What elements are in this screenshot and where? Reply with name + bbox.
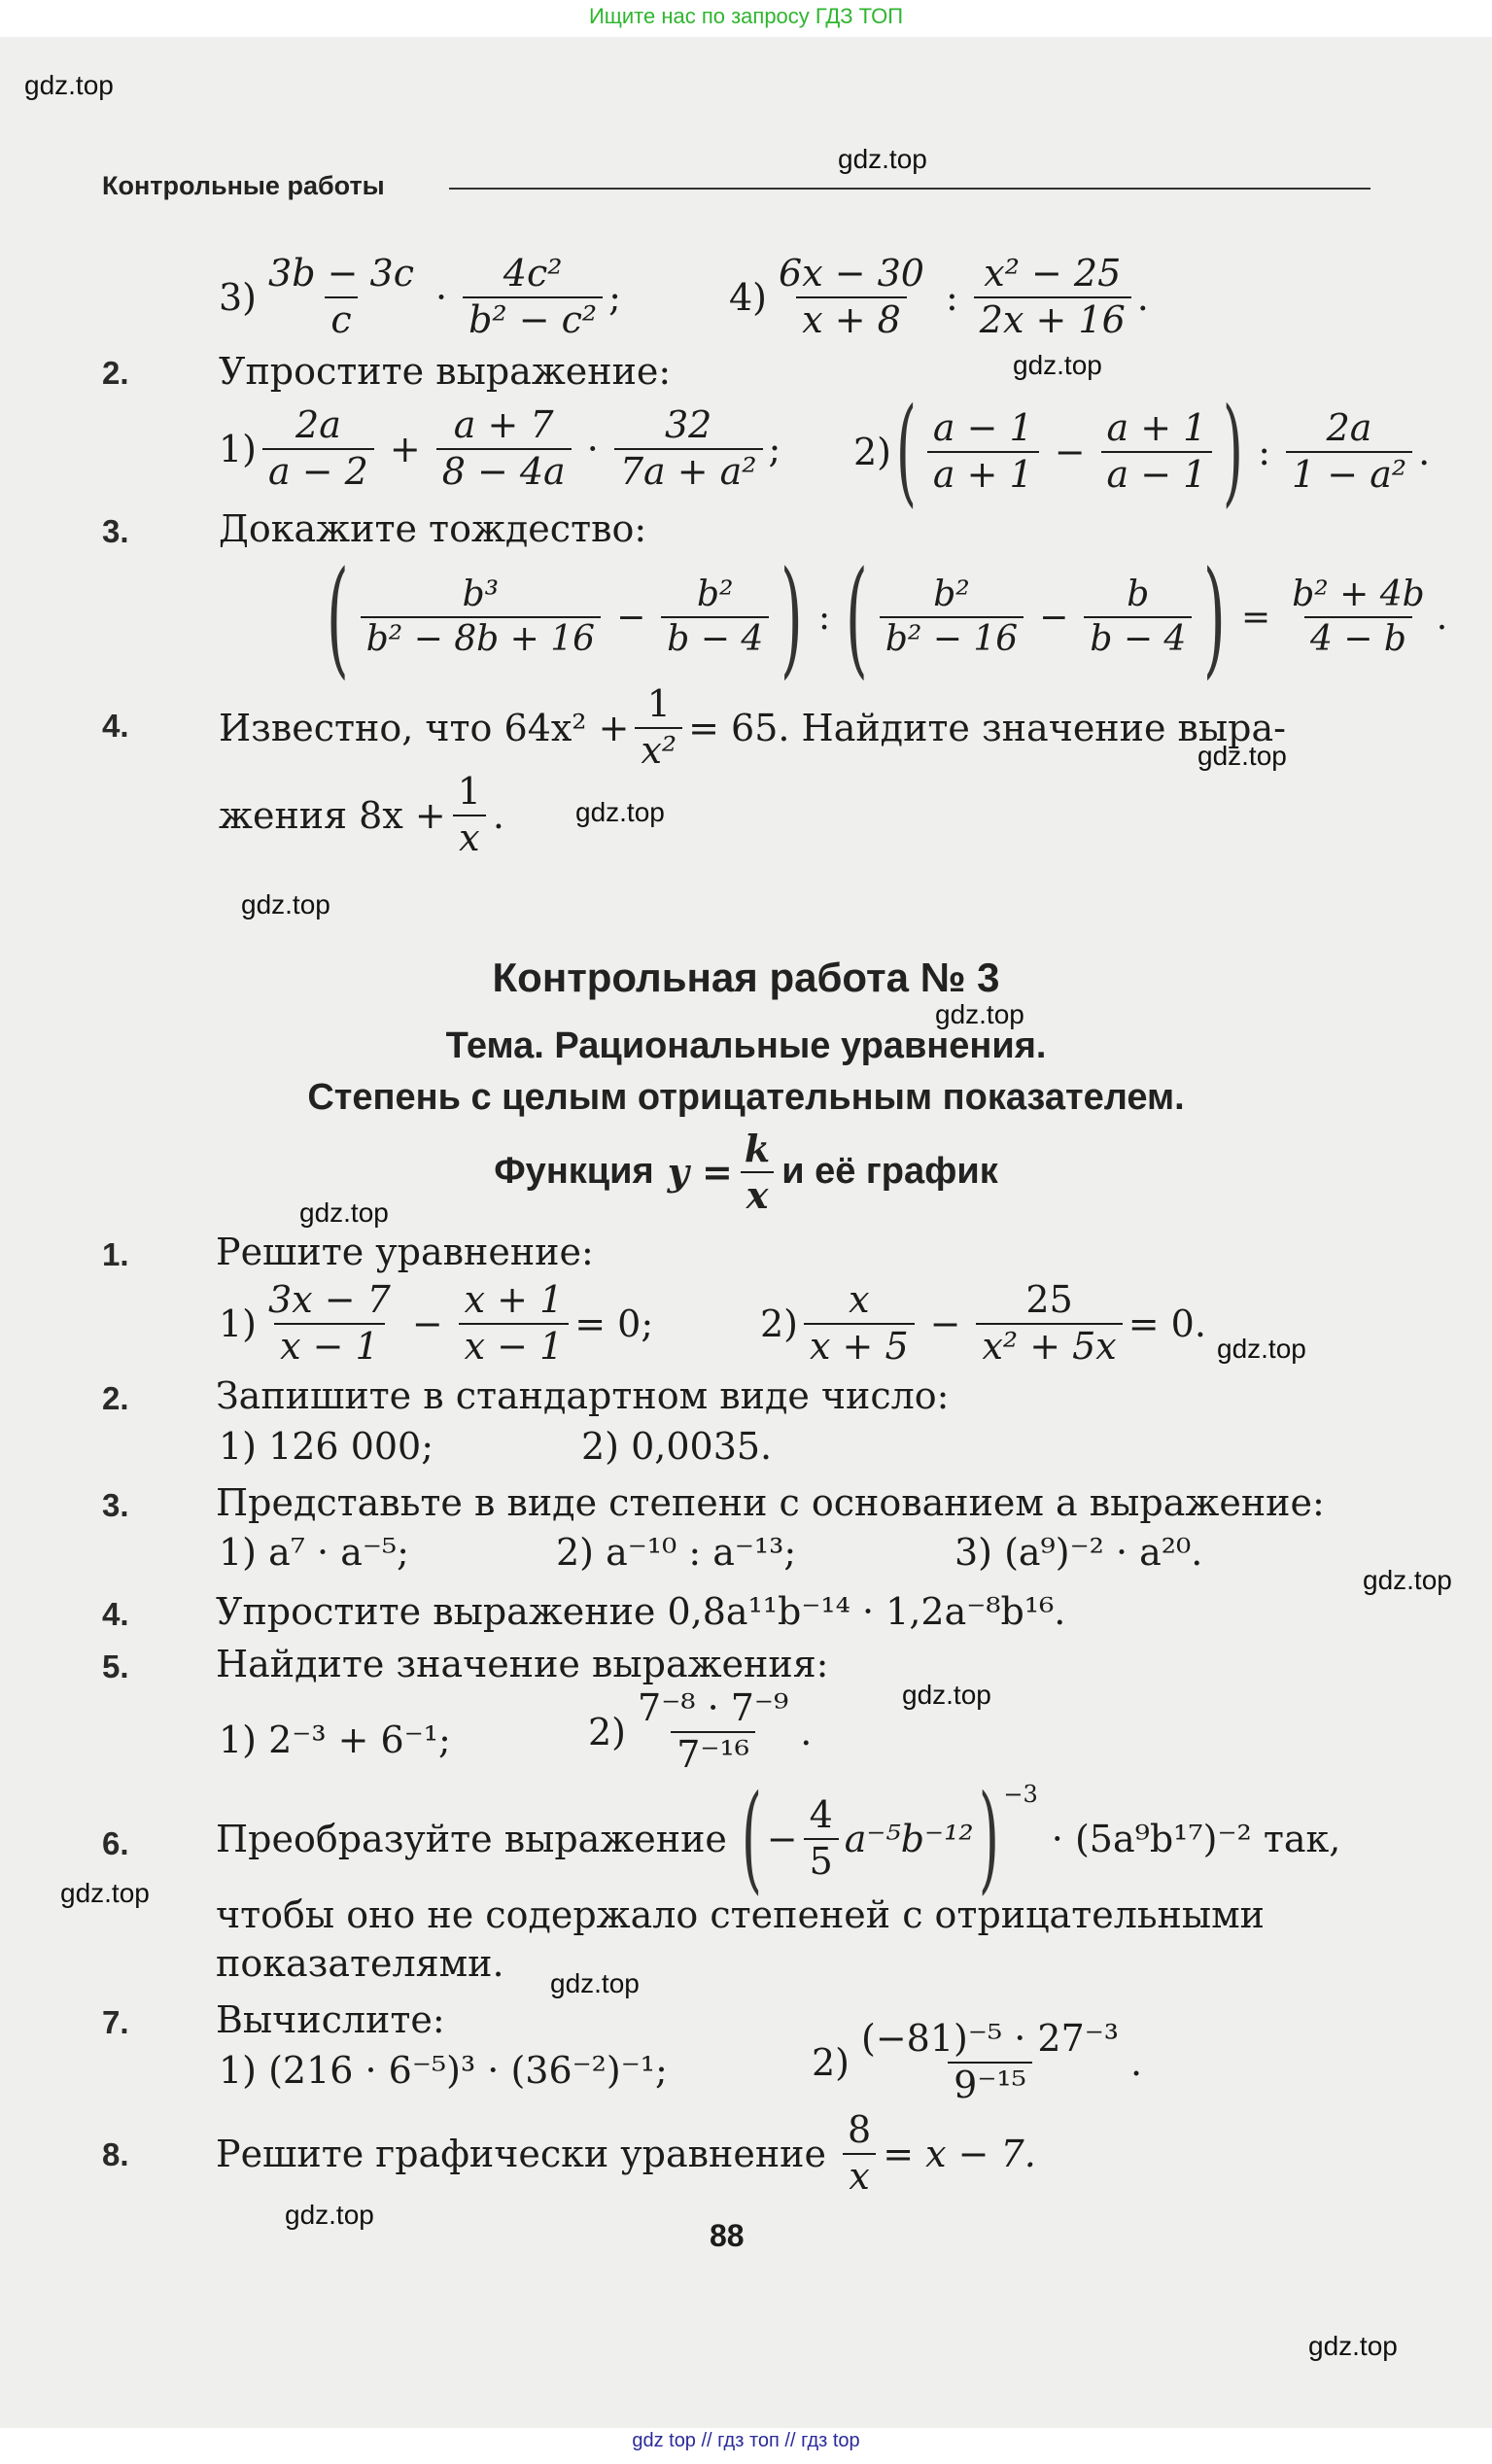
test3-task6-line1: Преобразуйте выражение ( − $\frac{4}{5}$ a⁻⁵b⁻¹² ) −3 · (5a⁹b¹⁷)⁻² так, <box>216 1771 1341 1906</box>
watermark: gdz.top <box>838 144 927 174</box>
item: 2) 0,0035. <box>581 1425 773 1468</box>
prev-task1-item3: 3) $\frac{3b - 3c}{c}$ · $\frac{\text{4c²}}{\text{b² − c²}}$ ; <box>219 252 621 341</box>
page-number: 88 <box>710 2218 745 2253</box>
fraction: $\frac{3b - 3c}{c}$ <box>268 252 414 341</box>
prev-task2-item2: 2) ( $\frac{a - 1}{a + 1}$ − $\frac{a + 1}{a - 1}$ ) : $\frac{2a}{\text{1 − a²}}$ . <box>853 384 1431 519</box>
watermark: gdz.top <box>1197 741 1287 771</box>
watermark: gdz.top <box>241 889 330 920</box>
item: 2) a⁻¹⁰ : a⁻¹³; <box>556 1531 797 1574</box>
test-topic-line3: Функция y = $\frac{k}{x}$ и её график <box>494 1127 998 1217</box>
task-text: Найдите значение выражения: <box>216 1643 829 1685</box>
prev-task2-item1: 1) $\frac{2a}{a - 2}$ + $\frac{a + 7}{8 - 4a}$ · $\frac{32}{\text{7a + a²}}$ ; <box>219 403 781 493</box>
watermark: gdz.top <box>575 797 665 827</box>
task-number: 4. <box>102 1596 129 1632</box>
task-number: 3. <box>102 513 129 549</box>
task-text: Представьте в виде степени с основанием a выражение: <box>216 1481 1325 1524</box>
fraction: $\frac{\text{x² − 25}}{2x + 16}$ <box>974 255 1131 340</box>
header-rule <box>449 188 1371 190</box>
task-text: Решите уравнение: <box>216 1231 594 1273</box>
test-topic-line2: Степень с целым отрицательным показателем. <box>307 1077 1185 1118</box>
test3-task8: Решите графически уравнение $\frac{8}{x}$ = x − 7. <box>216 2108 1036 2198</box>
task-text: Упростите выражение: <box>219 350 672 393</box>
test3-task1-item1: 1) $\frac{3x - 7}{x - 1}$ − $\frac{x + 1}{x - 1}$ = 0; <box>219 1278 654 1368</box>
prev-task4-line2: жения 8x + $\frac{1}{x}$ . <box>219 770 504 859</box>
prev-task4-line1: Известно, что 64x² + $\frac{1}{\text{x²}}$ = 65. Найдите значение выра- <box>219 682 1286 772</box>
task-number: 7. <box>102 2004 129 2040</box>
fraction: $\frac{\text{4c²}}{\text{b² − c²}}$ <box>463 255 603 340</box>
watermark: gdz.top <box>902 1680 991 1710</box>
task-number: 2. <box>102 355 129 391</box>
watermark: gdz.top <box>1013 350 1102 380</box>
watermark: gdz.top <box>550 1968 640 1998</box>
item: 1) 2⁻³ + 6⁻¹; <box>219 1718 451 1761</box>
task-text: чтобы оно не содержало степеней с отрицательными <box>216 1893 1265 1936</box>
watermark: gdz.top <box>1308 2331 1398 2361</box>
watermark: gdz.top <box>1363 1565 1452 1595</box>
item: 1) (216 · 6⁻⁵)³ · (36⁻²)⁻¹; <box>219 2049 668 2092</box>
watermark: gdz.top <box>1217 1334 1306 1364</box>
task-text: Запишите в стандартном виде число: <box>216 1374 950 1417</box>
test-topic-line1: Тема. Рациональные уравнения. <box>445 1025 1047 1066</box>
bottom-banner[interactable]: gdz top // гдз топ // гдз top <box>632 2430 860 2451</box>
task-number: 5. <box>102 1648 129 1684</box>
task-number: 8. <box>102 2136 129 2172</box>
watermark: gdz.top <box>299 1197 389 1228</box>
task-text: Упростите выражение 0,8a¹¹b⁻¹⁴ · 1,2a⁻⁸b¹⁶. <box>216 1590 1066 1633</box>
task-number: 2. <box>102 1380 129 1416</box>
task-number: 3. <box>102 1487 129 1523</box>
item-label: 4) <box>729 275 768 319</box>
item: 1) a⁷ · a⁻⁵; <box>219 1531 409 1574</box>
watermark: gdz.top <box>24 70 114 100</box>
test-title: Контрольная работа № 3 <box>492 954 1000 1000</box>
item: 3) (a⁹)⁻² · a²⁰. <box>954 1531 1203 1574</box>
task-number: 6. <box>102 1825 129 1861</box>
top-banner[interactable]: Ищите нас по запросу ГДЗ ТОП <box>588 4 904 28</box>
running-header: Контрольные работы <box>102 171 385 200</box>
prev-task1-item4: 4) $\frac{6x - 30}{x + 8}$ : $\frac{\text{x² − 25}}{2x + 16}$ . <box>729 252 1149 341</box>
watermark: gdz.top <box>60 1878 150 1908</box>
task-text: показателями. <box>216 1942 504 1985</box>
watermark: gdz.top <box>285 2200 374 2230</box>
test3-task1-item2: 2) $\frac{x}{x + 5}$ − $\frac{25}{\text{x² + 5x}}$ = 0. <box>760 1278 1206 1368</box>
item: 1) 126 000; <box>219 1425 434 1468</box>
prev-task3-identity: ( $\frac{\text{b³}}{\text{b² − 8b + 16}}$ − $\frac{\text{b²}}{b - 4}$ ) : ( $\frac{\text{b²}}{\text{b² − 16}}$ − $\frac{b}{b - 4}$ ) = $\frac{\text{b² + 4b}}{4 - b}$ . <box>326 543 1448 691</box>
test3-task5-item2: 2) $\frac{\text{7⁻⁸ · 7⁻⁹}}{\text{7⁻¹⁶}}$ . <box>588 1686 813 1776</box>
task-number: 4. <box>102 708 129 744</box>
task-number: 1. <box>102 1236 129 1272</box>
fraction: $\frac{6x - 30}{x + 8}$ <box>779 252 924 341</box>
task-text: Докажите тождество: <box>219 507 647 550</box>
watermark: gdz.top <box>935 999 1024 1029</box>
task-text: Вычислите: <box>216 1998 445 2041</box>
test3-task7-item2: 2) $\frac{\text{(−81)⁻⁵ · 27⁻³}}{\text{9⁻¹⁵}}$ . <box>812 2017 1143 2106</box>
item-label: 3) <box>219 275 258 319</box>
